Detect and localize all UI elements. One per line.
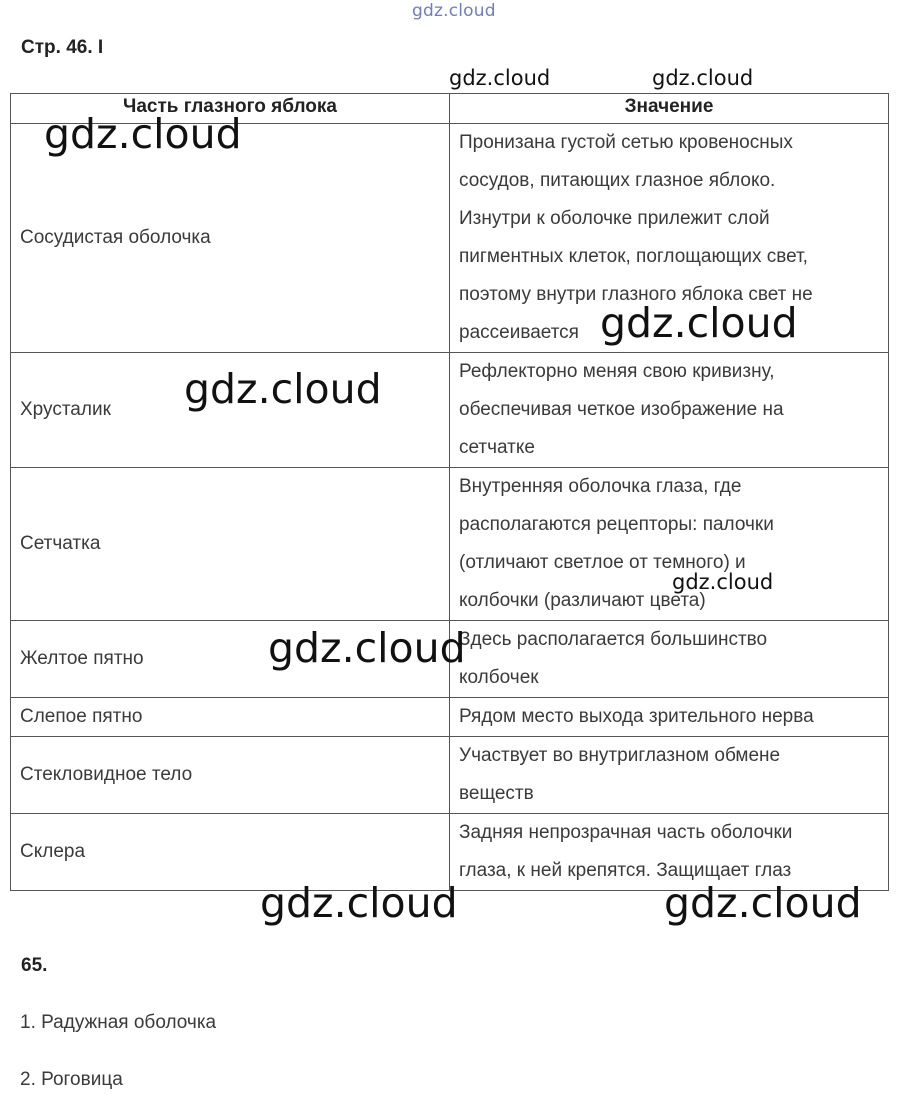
eye-part-cell: Стекловидное тело bbox=[11, 737, 450, 814]
meaning-line: Внутренняя оболочка глаза, где bbox=[459, 476, 742, 497]
meaning-line: Изнутри к оболочке прилежит слой bbox=[459, 208, 770, 229]
watermark: gdz.cloud bbox=[600, 299, 798, 347]
watermark: gdz.cloud bbox=[672, 570, 774, 594]
watermark: gdz.cloud bbox=[44, 110, 242, 158]
eye-part-cell: Хрусталик bbox=[11, 353, 450, 468]
table-row bbox=[11, 698, 889, 737]
meaning-line: обеспечивая четкое изображение на bbox=[459, 399, 784, 420]
eye-part-cell: Слепое пятно bbox=[11, 698, 450, 737]
eye-part-cell: Сетчатка bbox=[11, 468, 450, 621]
meaning-line: Пронизана густой сетью кровеносных bbox=[459, 132, 793, 153]
meaning-line: (отличают светлое от темного) и bbox=[459, 552, 746, 573]
meaning-line: поэтому внутри глазного яблока свет не bbox=[459, 284, 813, 305]
meaning-cell bbox=[450, 353, 889, 468]
page-reference: Стр. 46. I bbox=[21, 37, 104, 58]
watermark: gdz.cloud bbox=[449, 66, 551, 90]
column-header-part: Часть глазного яблока bbox=[11, 94, 450, 124]
meaning-cell bbox=[450, 698, 889, 737]
meaning-line: Рядом место выхода зрительного нерва bbox=[459, 706, 814, 727]
column-header-meaning: Значение bbox=[450, 94, 889, 124]
meaning-line: глаза, к ней крепятся. Защищает глаз bbox=[459, 860, 792, 881]
meaning-line: Здесь располагается большинство bbox=[459, 629, 768, 650]
meaning-line: колбочек bbox=[459, 667, 539, 688]
answer-item: 1. Радужная оболочка bbox=[20, 1012, 217, 1033]
meaning-line: располагаются рецепторы: палочки bbox=[459, 514, 774, 535]
meaning-line: веществ bbox=[459, 783, 534, 804]
meaning-line: Задняя непрозрачная часть оболочки bbox=[459, 822, 793, 843]
watermark: gdz.cloud bbox=[260, 879, 458, 927]
meaning-line: колбочки (различают цвета) bbox=[459, 590, 706, 611]
meaning-line: Участвует во внутриглазном обмене bbox=[459, 745, 781, 766]
meaning-line: Рефлекторно меняя свою кривизну, bbox=[459, 361, 775, 382]
eye-part-cell: Склера bbox=[11, 814, 450, 891]
table-row bbox=[11, 353, 889, 468]
meaning-line: рассеивается bbox=[459, 322, 579, 343]
table-row bbox=[11, 468, 889, 621]
eye-part-cell: Сосудистая оболочка bbox=[11, 124, 450, 353]
meaning-cell bbox=[450, 621, 889, 698]
watermark-top: gdz.cloud bbox=[412, 1, 496, 21]
watermark: gdz.cloud bbox=[652, 66, 754, 90]
meaning-cell bbox=[450, 468, 889, 621]
watermark: gdz.cloud bbox=[184, 365, 382, 413]
meaning-line: пигментных клеток, поглощающих свет, bbox=[459, 246, 808, 267]
meaning-cell bbox=[450, 737, 889, 814]
meaning-line: сосудов, питающих глазное яблоко. bbox=[459, 170, 776, 191]
eye-part-cell: Желтое пятно bbox=[11, 621, 450, 698]
watermark: gdz.cloud bbox=[268, 624, 466, 672]
answer-item: 2. Роговица bbox=[20, 1069, 123, 1090]
watermark: gdz.cloud bbox=[664, 879, 862, 927]
table-row bbox=[11, 737, 889, 814]
meaning-line: сетчатке bbox=[459, 437, 535, 458]
section-number: 65. bbox=[21, 955, 48, 976]
eye-parts-table bbox=[10, 93, 889, 891]
